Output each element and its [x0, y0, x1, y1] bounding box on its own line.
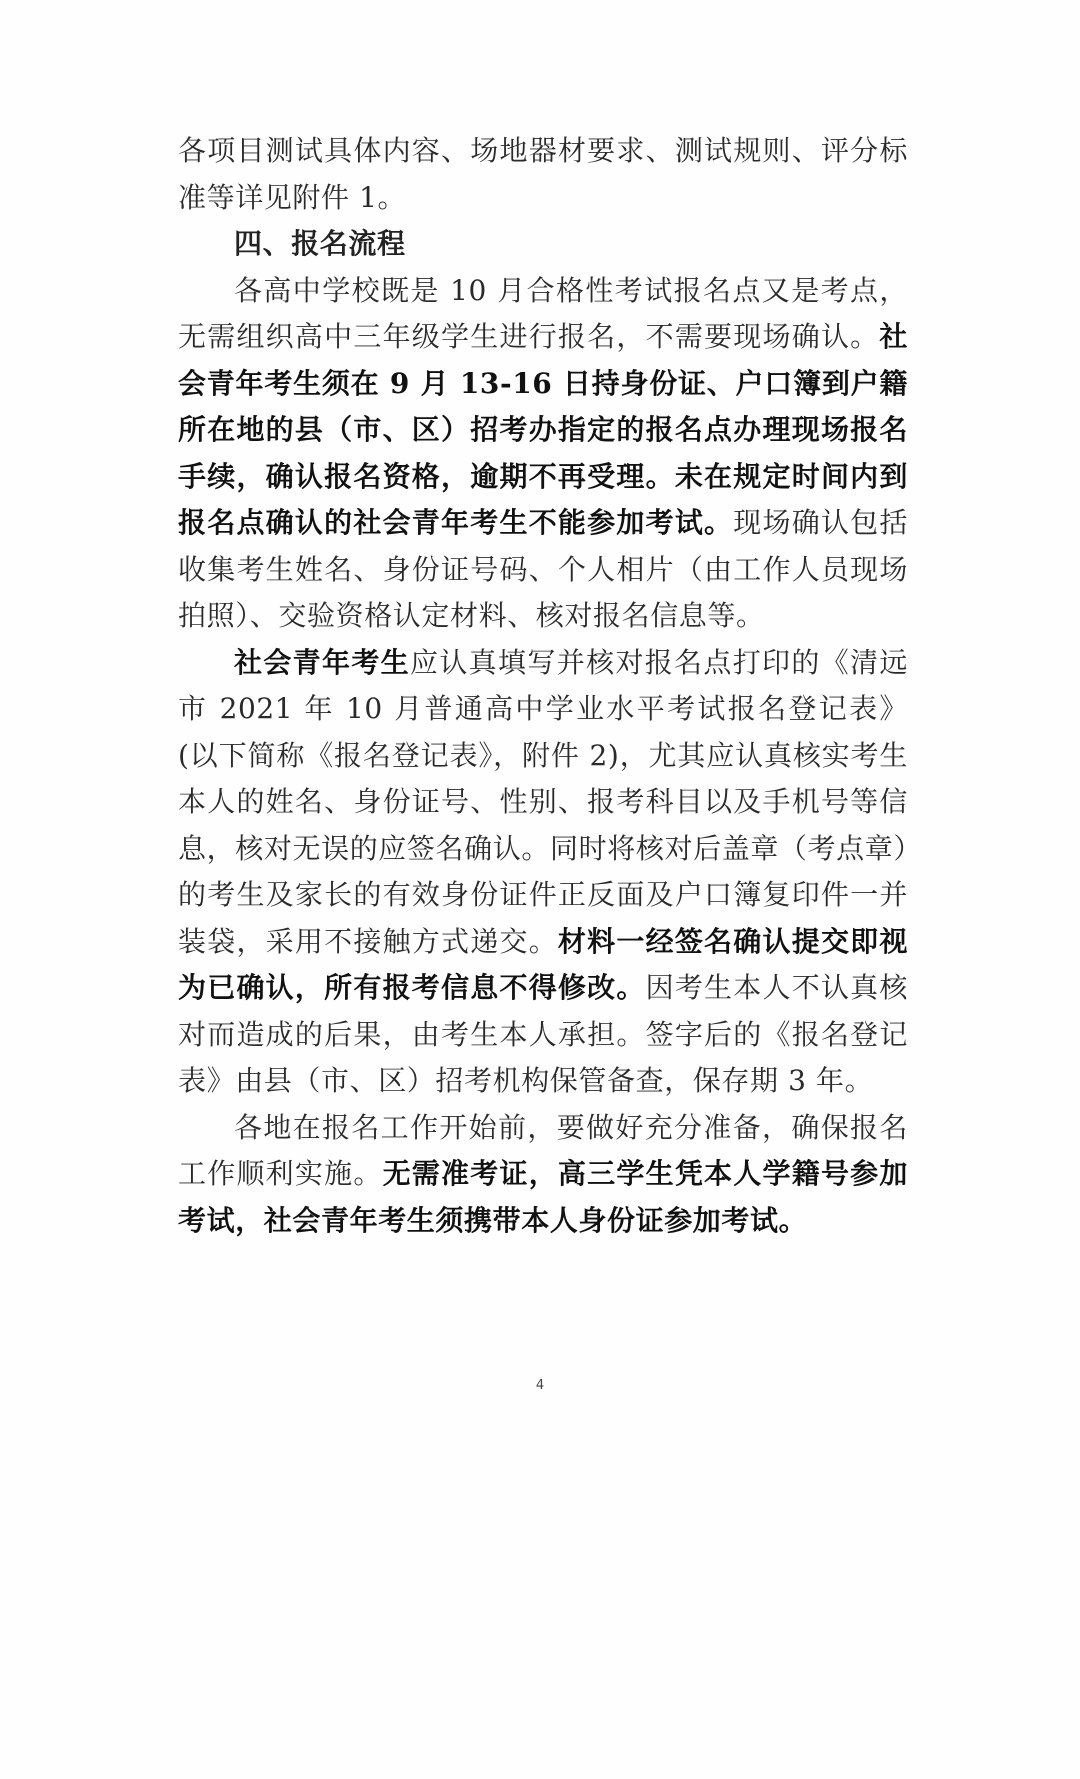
document-body: [178, 128, 908, 1244]
p2-bold-confirmation: 材料一经签名确认提交即视为已确认，所有报考信息不得修改。: [178, 924, 908, 1004]
p1-sentence-3: 现场确认包括收集考生姓名、身份证号码、个人相片（由工作人员现场拍照）、交验资格认定材料、核对报名信息等。: [178, 506, 908, 632]
p1-sentence-1: 各高中学校既是 10 月合格性考试报名点又是考点，无需组织高中三年级学生进行报名，不需要现场确认。: [178, 273, 908, 353]
registration-paragraph-2: [178, 640, 908, 1105]
section-heading: 四、报名流程: [234, 227, 406, 260]
intro-paragraph: [178, 128, 908, 221]
registration-paragraph-3: [178, 1105, 908, 1245]
p1-bold-requirement: 社会青年考生须在 9 月 13-16 日持身份证、户口簿到户籍所在地的县（市、区）招考办指定的报名点办理现场报名手续，确认报名资格，逾期不再受理。未在规定时间内到报名点确认的社会青年考生不能参加考试。: [178, 320, 908, 539]
page-number: 4: [535, 1378, 545, 1393]
p2-sentence-2: 应认真填写并核对报名点打印的《清远市 2021 年 10 月普通高中学业水平考试报名登记表》(以下简称《报名登记表》，附件 2)，尤其应认真核实考生本人的姓名、身份证号、性别、报考科目以及手机号等信息，核对无误的应签名确认。同时将核对后盖章（考点章）的考生及家长的有效身份证件正反面及户口簿复印件一并装袋，采用不接触方式递交。: [178, 645, 908, 958]
registration-paragraph-1: [178, 268, 908, 640]
p2-sentence-4: 因考生本人不认真核对而造成的后果，由考生本人承担。签字后的《报名登记表》由县（市、区）招考机构保管备查，保存期 3 年。: [178, 971, 908, 1097]
p2-bold-subject: 社会青年考生: [234, 645, 411, 679]
p3-sentence-1: 各地在报名工作开始前，要做好充分准备，确保报名工作顺利实施。: [178, 1110, 908, 1190]
p3-bold-exam-id: 无需准考证，高三学生凭本人学籍号参加考试，社会青年考生须携带本人身份证参加考试。: [178, 1157, 908, 1237]
intro-text: 各项目测试具体内容、场地器材要求、测试规则、评分标准等详见附件 1。: [178, 134, 908, 214]
